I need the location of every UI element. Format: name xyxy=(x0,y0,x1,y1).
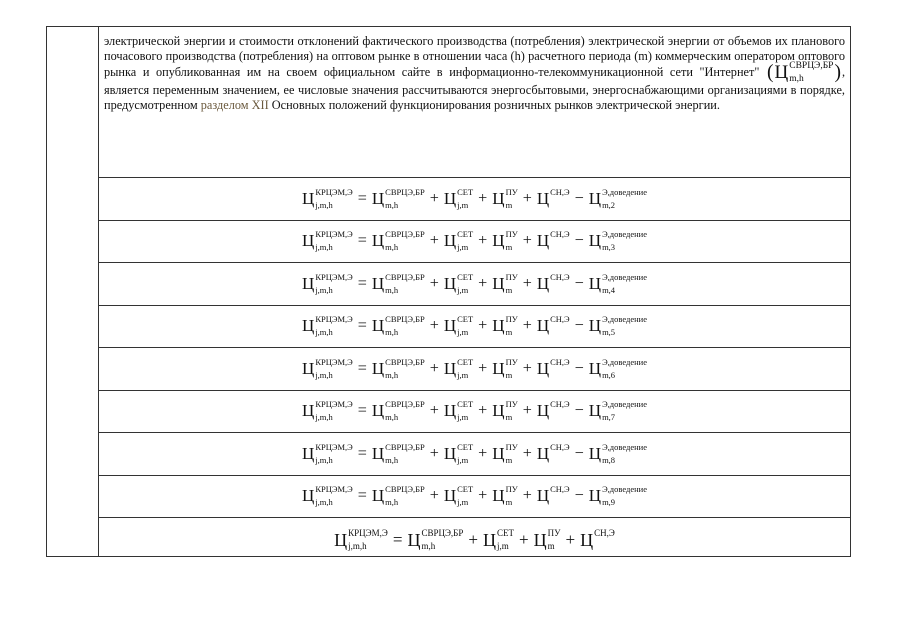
formula-table xyxy=(46,26,851,557)
formula: Ц КРЦЭМ,Э j,m,h = Ц СВРЦЭ,БР m,h + Ц СЕТ j,m + Ц ПУ m + Ц СН,Э − Ц Э,доведение m,7 xyxy=(302,399,647,423)
formula-row xyxy=(99,263,850,306)
formula-row xyxy=(99,476,850,519)
formula: Ц КРЦЭМ,Э j,m,h = Ц СВРЦЭ,БР m,h + Ц СЕТ j,m + Ц ПУ m + Ц СН,Э − Ц Э,доведение m,2 xyxy=(302,186,647,210)
formula-row xyxy=(99,391,850,434)
formula: Ц КРЦЭМ,Э j,m,h = Ц СВРЦЭ,БР m,h + Ц СЕТ j,m + Ц ПУ m + Ц СН,Э − Ц Э,доведение m,9 xyxy=(302,484,647,508)
section-link[interactable]: разделом XII xyxy=(200,98,269,113)
text-row xyxy=(99,27,850,178)
paragraph-text-3: Основных положений функционирования розничных рынков электрической энергии. xyxy=(271,98,720,113)
formula-row xyxy=(99,348,850,391)
description-paragraph xyxy=(99,27,850,113)
formula-row xyxy=(99,306,850,349)
paragraph-text-1: электрической энергии и стоимости отклонений фактического производства (потребления) электрической энергии от объемов их планового почасового производства (потребления) на оптовом рынке в отношении часа (h) расчетного периода (m) коммерческим оператором оптового рынка и опубликованная им на своем официальном сайте в информационно-телекоммуникационной сети "Интернет" xyxy=(104,34,845,80)
formula-final: Ц КРЦЭМ,Э j,m,h = Ц СВРЦЭ,БР m,h + Ц СЕТ j,m + Ц ПУ m + Ц СН,Э xyxy=(334,527,615,551)
table-rows xyxy=(99,27,850,556)
paragraph-text-2: , является переменным значением, ее числовые значения рассчитываются энергосбытовыми, энергоснабжающими организациями в порядке, предусмотренном xyxy=(104,65,846,113)
formula-row xyxy=(99,178,850,221)
formula: Ц КРЦЭМ,Э j,m,h = Ц СВРЦЭ,БР m,h + Ц СЕТ j,m + Ц ПУ m + Ц СН,Э − Ц Э,доведение m,4 xyxy=(302,271,647,295)
inline-formula: ( Ц СВРЦЭ,БР m,h ) xyxy=(767,60,841,85)
formula: Ц КРЦЭМ,Э j,m,h = Ц СВРЦЭ,БР m,h + Ц СЕТ j,m + Ц ПУ m + Ц СН,Э − Ц Э,доведение m,5 xyxy=(302,314,647,338)
left-column xyxy=(47,27,99,556)
formula-row xyxy=(99,221,850,264)
formula-row-final xyxy=(99,518,850,562)
formula: Ц КРЦЭМ,Э j,m,h = Ц СВРЦЭ,БР m,h + Ц СЕТ j,m + Ц ПУ m + Ц СН,Э − Ц Э,доведение m,8 xyxy=(302,441,647,465)
formula-row xyxy=(99,433,850,476)
formula: Ц КРЦЭМ,Э j,m,h = Ц СВРЦЭ,БР m,h + Ц СЕТ j,m + Ц ПУ m + Ц СН,Э − Ц Э,доведение m,3 xyxy=(302,229,647,253)
formula: Ц КРЦЭМ,Э j,m,h = Ц СВРЦЭ,БР m,h + Ц СЕТ j,m + Ц ПУ m + Ц СН,Э − Ц Э,доведение m,6 xyxy=(302,356,647,380)
